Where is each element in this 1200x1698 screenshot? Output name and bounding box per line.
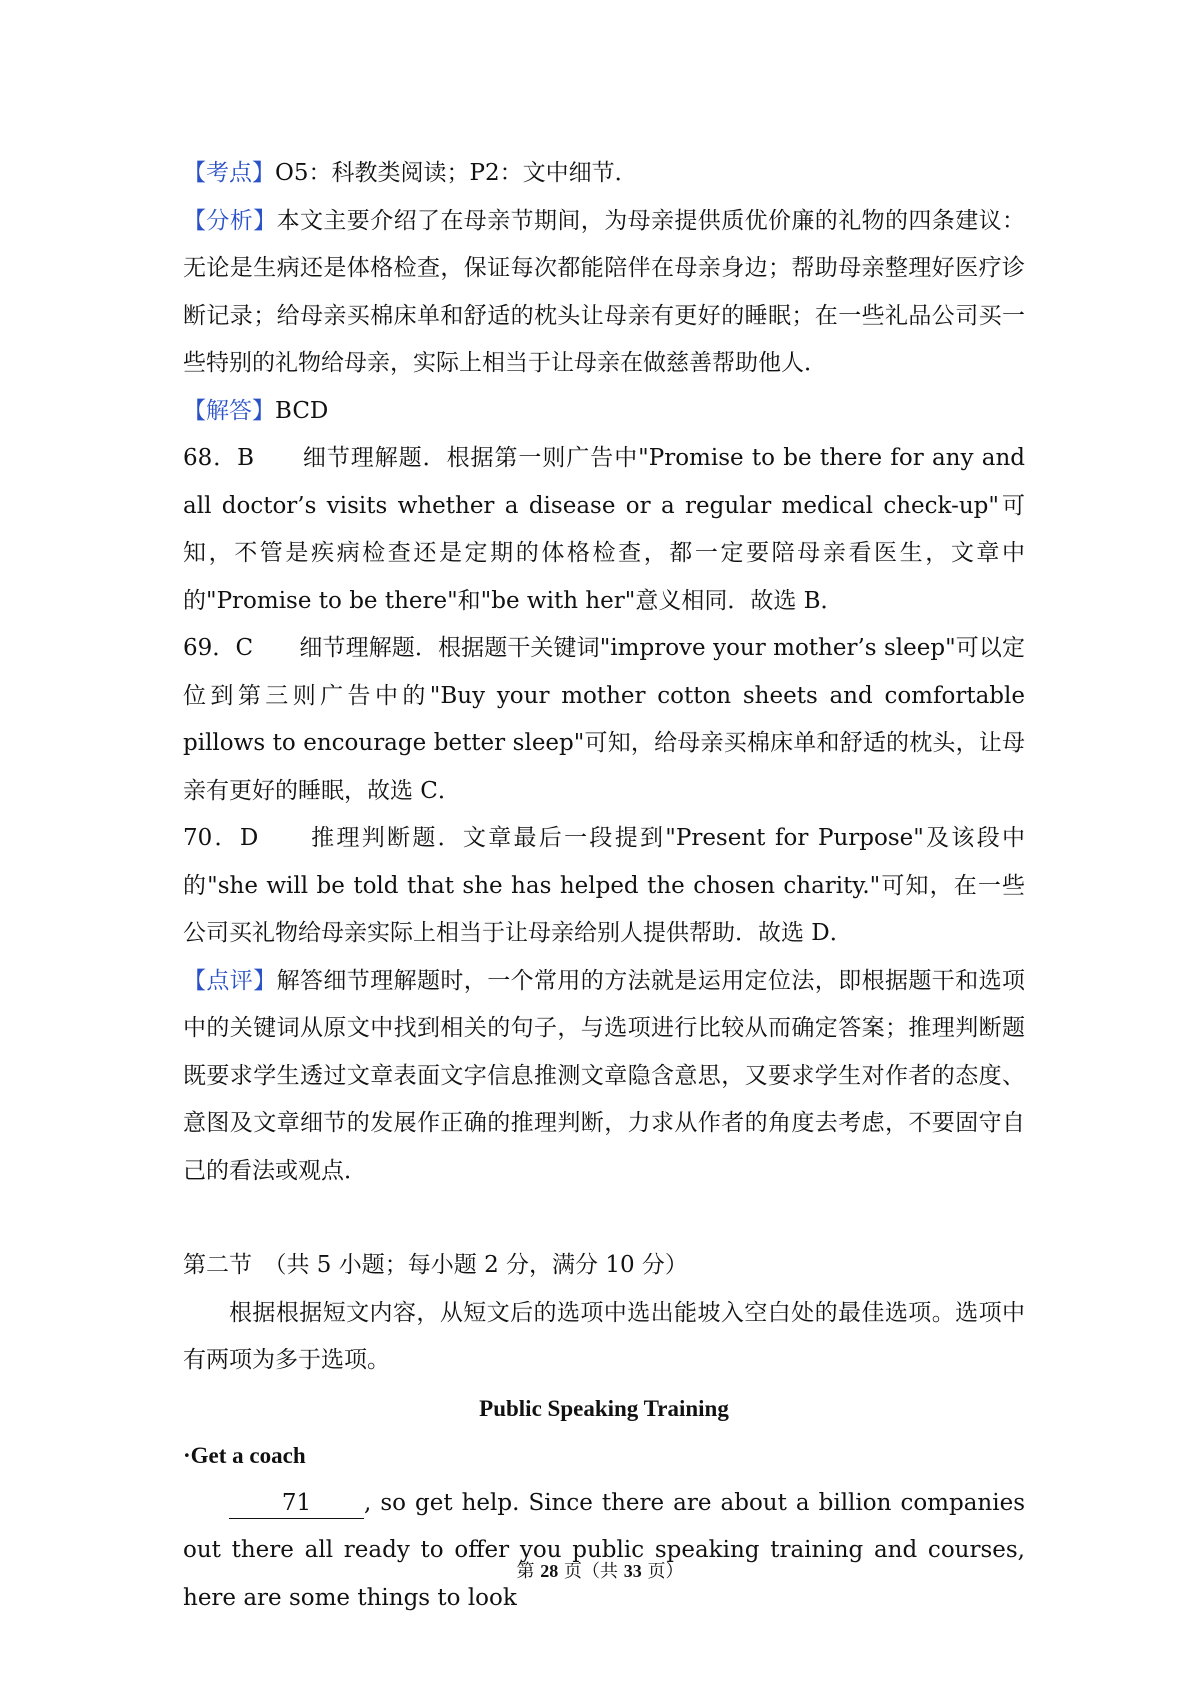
- section-instructions: 根据根据短文内容，从短文后的选项中选出能坡入空白处的最佳选项。选项中有两项为多于选项。: [183, 1299, 1025, 1373]
- footer-prefix: 第: [516, 1561, 541, 1582]
- jieda-tag: 【解答】: [183, 397, 275, 424]
- footer-suffix: 页）: [641, 1561, 684, 1582]
- answer-69: 69．C 细节理解题．根据题干关键词"improve your mother’s sleep"可以定位到第三则广告中的"Buy your mother cotton sheets and comfortable pillows to encourage better sleep"可知，给母亲买棉床单和舒适的枕头，让母亲有更好的睡眠，故选 C．: [183, 635, 1025, 804]
- footer-middle: 页（共: [558, 1561, 624, 1582]
- dianping-tag: 【点评】: [183, 967, 277, 994]
- answer-68: 68．B 细节理解题．根据第一则广告中"Promise to be there for any and all doctor’s visits whether a disease or a regular medical check-up"可知，不管是疾病检查还是定期的体格检查，都一定要陪母亲看医生，文章中的"Promise to be there"和"be with her"意义相同．故选 B．: [183, 445, 1025, 614]
- passage-title: Public Speaking Training: [479, 1395, 729, 1421]
- section-header: 第二节 （共 5 小题；每小题 2 分，满分 10 分）: [183, 1252, 688, 1278]
- dianping-paragraph: [183, 958, 1025, 1196]
- kaodian-tag: 【考点】: [183, 160, 275, 186]
- dianping-text: 解答细节理解题时，一个常用的方法就是运用定位法，即根据题干和选项中的关键词从原文中找到相关的句子，与选项进行比较从而确定答案；推理判断题既要求学生透过文章表面文字信息推测文章隐含意思，又要求学生对作者的态度、意图及文章细节的发展作正确的推理判断，力求从作者的角度去考虑，不要固守自己的看法或观点．: [183, 967, 1026, 1184]
- fenxi-tag: 【分析】: [183, 207, 277, 234]
- page-footer: [0, 1557, 1200, 1583]
- footer-page-number: 28: [540, 1561, 559, 1581]
- kaodian-paragraph: [183, 150, 1025, 198]
- footer-total-pages: 33: [623, 1561, 642, 1581]
- kaodian-text: O5：科教类阅读；P2：文中细节．: [275, 160, 638, 186]
- fenxi-text: 本文主要介绍了在母亲节期间，为母亲提供质优价廉的礼物的四条建议：无论是生病还是体格检查，保证每次都能陪伴在母亲身边；帮助母亲整理好医疗诊断记录；给母亲买棉床单和舒适的枕头让母亲有更好的睡眠；在一些礼品公司买一些特别的礼物给母亲，实际上相当于让母亲在做慈善帮助他人．: [183, 207, 1026, 376]
- passage-paragraph: [183, 1480, 1025, 1623]
- jieda-text: BCD: [275, 397, 329, 424]
- page-content: [183, 150, 1025, 1622]
- fenxi-paragraph: [183, 198, 1025, 388]
- jieda-paragraph: [183, 388, 1025, 436]
- blank-71: 71: [229, 1488, 364, 1519]
- answer-70: 70．D 推理判断题．文章最后一段提到"Present for Purpose"及该段中的"she will be told that she has helped the chosen charity."可知，在一些公司买礼物给母亲实际上相当于让母亲给别人提供帮助．故选 D．: [183, 825, 1025, 946]
- passage-subheading: ·Get a coach: [183, 1443, 306, 1468]
- passage-paragraph-text: , so get help. Since there are about a billion companies out there all ready to offer you public speaking training and courses, here are some things to look: [183, 1489, 1025, 1611]
